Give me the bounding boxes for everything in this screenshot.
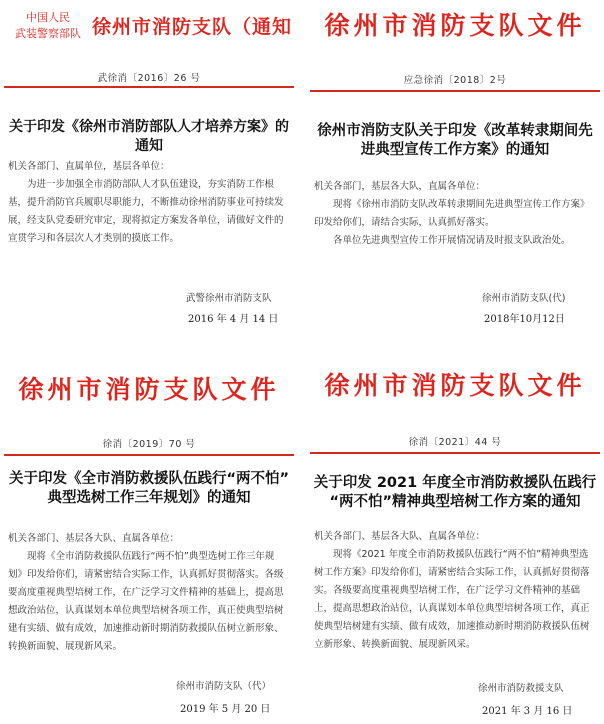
document-number: 应急徐消〔2018〕2号 <box>403 75 507 86</box>
red-rule <box>310 452 600 454</box>
document-2021 <box>306 362 604 724</box>
document-body <box>314 546 594 654</box>
title-line-2: 典型选树工作三年规划》的通知 <box>47 490 251 506</box>
body-paragraph: 现将《全市消防救援队伍践行“两不怕”典型选树工作三年规划》印发给你们，请紧密结合实际工作，认真抓好贯彻落实。各级要高度重视典型培树工作，在广泛学习文件精神的基础上，提高思想政治站位，认真谋划本单位典型培树各项工作，真正使典型培树建有实绩、做有成效，加速推动新时期消防救援队伍树立新形象、转换新面貌、展现新风采。 <box>8 551 284 652</box>
issue-date: 2021 年 3 月 16 日 <box>482 706 573 717</box>
issue-date: 2016 年 4 月 14 日 <box>188 314 279 325</box>
red-header: 徐州市消防支队文件 <box>324 11 586 40</box>
issue-date: 2018年10月12日 <box>484 314 565 325</box>
body-paragraph: 为进一步加强全市消防部队人才队伍建设，夯实消防工作根基，提升消防官兵履职尽职能力，不断推动徐州消防事业可持续发展，经支队党委研究审定，现将拟定方案发各单位，请做好文件的宣贯学习和各层次人才类别的摸底工作。 <box>8 179 284 244</box>
issuer-right-header: 徐州市消防支队（通知 <box>92 16 293 38</box>
red-rule <box>310 90 600 92</box>
document-2016 <box>0 0 298 350</box>
body-paragraph-1: 现将《徐州市消防支队改革转隶期间先进典型宣传工作方案》印发给你们，请结合实际，认真抓好落实。 <box>314 199 590 228</box>
document-title <box>312 474 598 512</box>
signer: 武警徐州市消防支队 <box>186 293 272 304</box>
document-number: 徐消〔2019〕70 号 <box>102 439 196 450</box>
signer: 徐州市消防支队（代） <box>176 681 272 692</box>
salutation: 机关各部门、直属单位，基层各单位： <box>8 161 170 172</box>
title-line-1: 关于印发 2021 年度全市消防救援队伍践行 <box>313 475 597 491</box>
salutation: 机关各部门，基层各大队，直属各单位： <box>314 181 486 192</box>
document-2019 <box>0 362 298 724</box>
title-line-2: “两不怕”精神典型培树工作方案的通知 <box>329 494 581 510</box>
document-body <box>8 548 288 656</box>
body-paragraph: 现将《2021 年度全市消防救援队伍践行“两不怕”精神典型选树工作方案》印发给你们，请紧密结合实际工作，认真抓好贯彻落实。各级要高度重视典型培树工作，在广泛学习文件精神的基础上，提高思想政治站位，认真谋划本单位典型培树各项工作，真正使典型培树建有实绩、做有成效，加速推动新时期消防救援队伍树立新形象、转换新面貌、展现新风采。 <box>314 549 590 650</box>
red-header: 徐州市消防支队文件 <box>18 375 280 404</box>
signer: 徐州市消防救援支队 <box>478 683 564 694</box>
document-body <box>8 176 288 248</box>
issue-date: 2019 年 5 月 20 日 <box>180 704 271 715</box>
title-line-1: 关于印发《全市消防救援队伍践行“两不怕” <box>8 471 290 487</box>
document-number: 徐消〔2021〕44 号 <box>408 437 502 448</box>
document-title: 徐州市消防支队关于印发《改革转隶期间先进典型宣传工作方案》的通知 <box>317 123 593 158</box>
salutation: 机关各部门、基层各大队、直属各单位： <box>314 531 486 542</box>
document-body <box>314 196 594 250</box>
issuer-line-2: 武装警察部队 <box>15 27 81 40</box>
red-rule <box>4 454 294 456</box>
joint-issuer-left <box>14 10 82 42</box>
document-2018 <box>306 0 604 350</box>
red-rule <box>4 86 294 88</box>
red-header: 徐州市消防支队文件 <box>324 371 586 400</box>
salutation: 机关各部门、基层各大队、直属各单位： <box>8 533 180 544</box>
body-paragraph-2: 各单位先进典型宣传工作开展情况请及时报支队政治处。 <box>333 235 571 246</box>
document-title: 关于印发《徐州市消防部队人才培养方案》的通知 <box>9 119 289 154</box>
signer: 徐州市消防支队(代) <box>482 293 566 304</box>
issuer-line-1: 中国人民 <box>26 11 70 24</box>
document-number: 武徐消〔2016〕26 号 <box>97 73 201 84</box>
document-title <box>6 470 292 508</box>
